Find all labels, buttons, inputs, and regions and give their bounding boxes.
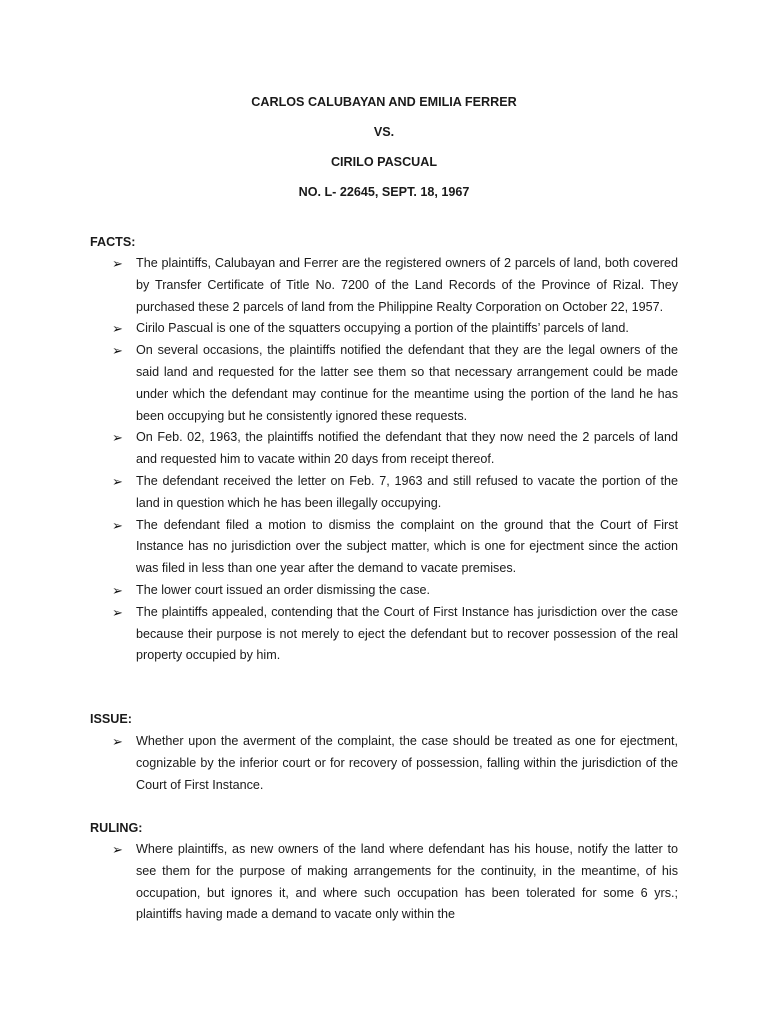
list-item	[112, 731, 678, 796]
arrow-bullet-icon: ➢	[112, 582, 123, 598]
arrow-bullet-icon: ➢	[112, 604, 123, 620]
list-item	[112, 515, 678, 580]
list-item	[112, 253, 678, 318]
case-title-parties-2: CIRILO PASCUAL	[330, 155, 438, 169]
arrow-bullet-icon: ➢	[112, 842, 123, 857]
facts-heading: FACTS:	[90, 235, 136, 249]
fact-text: On several occasions, the plaintiffs notified the defendant that they are the legal owners of the said land and requested for the latter see them so that necessary arrangement could be made under which the defendant may continue for the meantime using the portion of the land he has been occupying but he consistently ignored these requests.	[136, 343, 678, 423]
ruling-list	[112, 839, 678, 926]
list-item	[112, 427, 678, 471]
list-item	[112, 471, 678, 515]
arrow-bullet-icon: ➢	[112, 473, 123, 489]
issue-heading: ISSUE:	[90, 712, 132, 726]
fact-text: Cirilo Pascual is one of the squatters occupying a portion of the plaintiffs’ parcels of land.	[136, 321, 629, 336]
arrow-bullet-icon: ➢	[112, 734, 123, 749]
fact-text: The defendant received the letter on Feb. 7, 1963 and still refused to vacate the portion of the land in question which he has been illegally occupying.	[136, 473, 678, 510]
facts-list	[112, 253, 678, 667]
arrow-bullet-icon: ➢	[112, 430, 123, 446]
fact-text: On Feb. 02, 1963, the plaintiffs notified the defendant that they now need the 2 parcels of land and requested him to vacate within 20 days from receipt thereof.	[136, 430, 678, 467]
fact-text: The defendant filed a motion to dismiss the complaint on the ground that the Court of First Instance has no jurisdiction over the subject matter, which is one for ejectment since the action was filed in less than one year after the demand to vacate premises.	[136, 517, 678, 576]
list-item	[112, 340, 678, 427]
issue-list	[112, 731, 678, 796]
list-item	[112, 580, 678, 602]
issue-text: Whether upon the averment of the complaint, the case should be treated as one for ejectment, cognizable by the inferior court or for recovery of possession, falling within the jurisdiction of the Court of First Instance.	[136, 734, 678, 792]
arrow-bullet-icon: ➢	[112, 517, 123, 533]
arrow-bullet-icon: ➢	[112, 256, 123, 271]
fact-text: The plaintiffs appealed, contending that the Court of First Instance has jurisdiction over the case because their purpose is not merely to eject the defendant but to recover possession of the real property occupied by him.	[136, 604, 678, 663]
case-number: NO. L- 22645, SEPT. 18, 1967	[298, 185, 470, 199]
list-item	[112, 602, 678, 667]
fact-text: The plaintiffs, Calubayan and Ferrer are the registered owners of 2 parcels of land, both covered by Transfer Certificate of Title No. 7200 of the Land Records of the Province of Rizal. They purchased these 2 parcels of land from the Philippine Realty Corporation on October 22, 1957.	[136, 256, 678, 314]
arrow-bullet-icon: ➢	[112, 343, 123, 359]
case-title-vs: VS.	[373, 125, 395, 139]
case-title-parties-1: CARLOS CALUBAYAN AND EMILIA FERRER	[251, 95, 517, 109]
list-item	[112, 318, 678, 340]
ruling-text: Where plaintiffs, as new owners of the land where defendant has his house, notify the latter to see them for the purpose of making arrangements for the continuity, in the meantime, of his occupation, but ignores it, and where such occupation has been tolerated for some 6 yrs.; plaintiffs having made a demand to vacate only within the	[136, 842, 678, 922]
arrow-bullet-icon: ➢	[112, 321, 123, 337]
list-item	[112, 839, 678, 926]
fact-text: The lower court issued an order dismissing the case.	[136, 582, 430, 597]
ruling-heading: RULING:	[90, 821, 143, 835]
